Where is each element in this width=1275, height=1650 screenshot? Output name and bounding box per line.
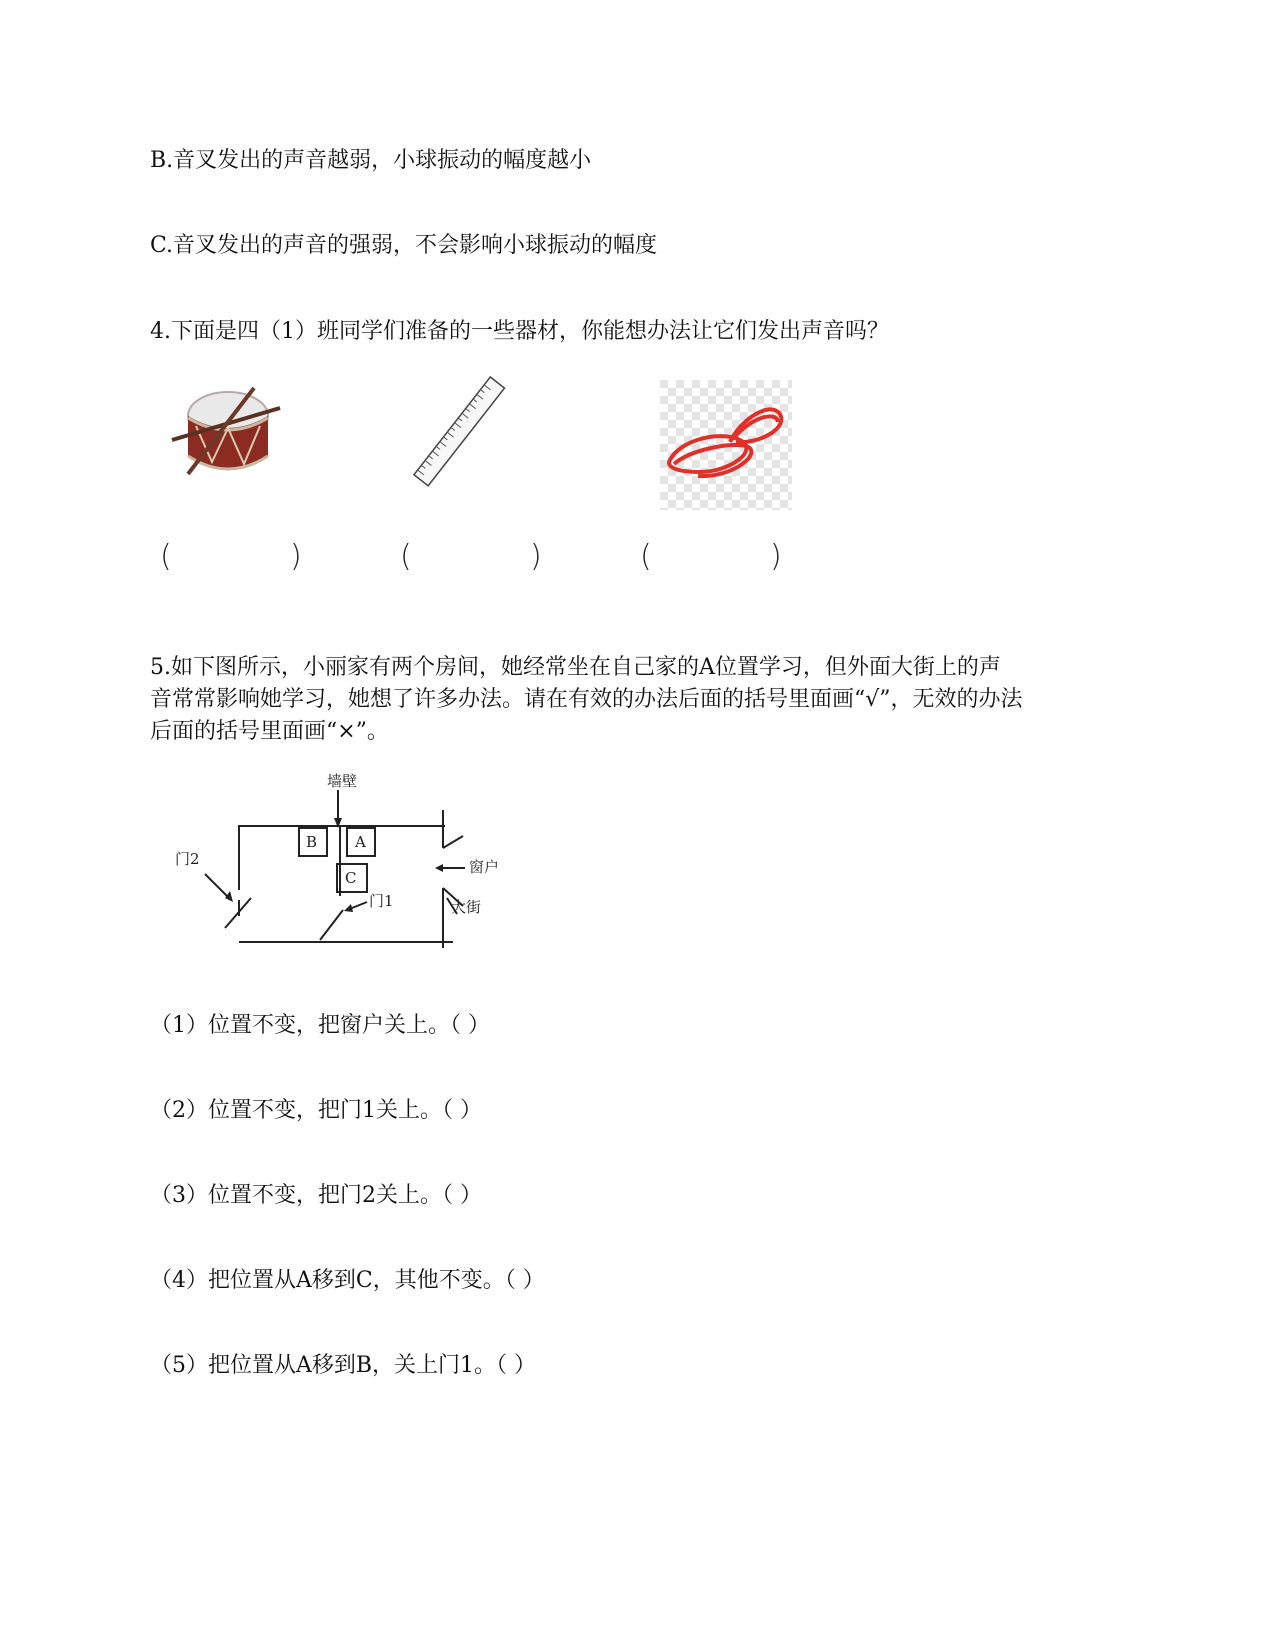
option-c: C.音叉发出的声音的强弱，不会影响小球振动的幅度 xyxy=(150,233,658,258)
subquestion-5: （5）把位置从A移到B，关上门1。（ ） xyxy=(150,1353,537,1378)
question-5-line-1: 5.如下图所示，小丽家有两个房间，她经常坐在自己家的A位置学习，但外面大街上的声 xyxy=(150,655,1001,680)
box-a-label: A xyxy=(355,833,366,851)
window-label: 窗户 xyxy=(469,858,500,876)
question-5-stem xyxy=(150,652,1110,748)
question-5-line-3: 后面的括号里面画“×”。 xyxy=(150,719,389,744)
paren-close-3: ) xyxy=(770,539,782,574)
paren-close-1: ) xyxy=(290,539,302,574)
box-b-label: B xyxy=(306,833,318,851)
drum-icon xyxy=(168,378,288,488)
box-c-label: C xyxy=(345,869,357,887)
floor-plan-diagram xyxy=(175,772,515,980)
subquestion-4: （4）把位置从A移到C，其他不变。（ ） xyxy=(150,1268,545,1293)
wall-label: 墙壁 xyxy=(327,772,358,790)
subquestion-3: （3）位置不变，把门2关上。（ ） xyxy=(150,1183,482,1208)
subquestion-2: （2）位置不变，把门1关上。（ ） xyxy=(150,1098,482,1123)
rubber-band-icon xyxy=(660,380,792,510)
ruler-icon xyxy=(410,375,510,490)
paren-open-1: ( xyxy=(160,539,172,574)
paren-open-2: ( xyxy=(400,539,412,574)
question-4-stem: 4.下面是四（1）班同学们准备的一些器材，你能想办法让它们发出声音吗？ xyxy=(150,319,889,344)
paren-close-2: ) xyxy=(530,539,542,574)
door1-label: 门1 xyxy=(369,892,394,910)
question-5-line-2: 音常常影响她学习，她想了许多办法。请在有效的办法后面的括号里面画“√”，无效的办法 xyxy=(150,687,1023,712)
paren-open-3: ( xyxy=(640,539,652,574)
door2-label: 门2 xyxy=(175,850,200,868)
street-label: 大街 xyxy=(451,898,482,916)
subquestion-1: （1）位置不变，把窗户关上。（ ） xyxy=(150,1013,490,1038)
option-b: B.音叉发出的声音越弱，小球振动的幅度越小 xyxy=(150,148,592,173)
